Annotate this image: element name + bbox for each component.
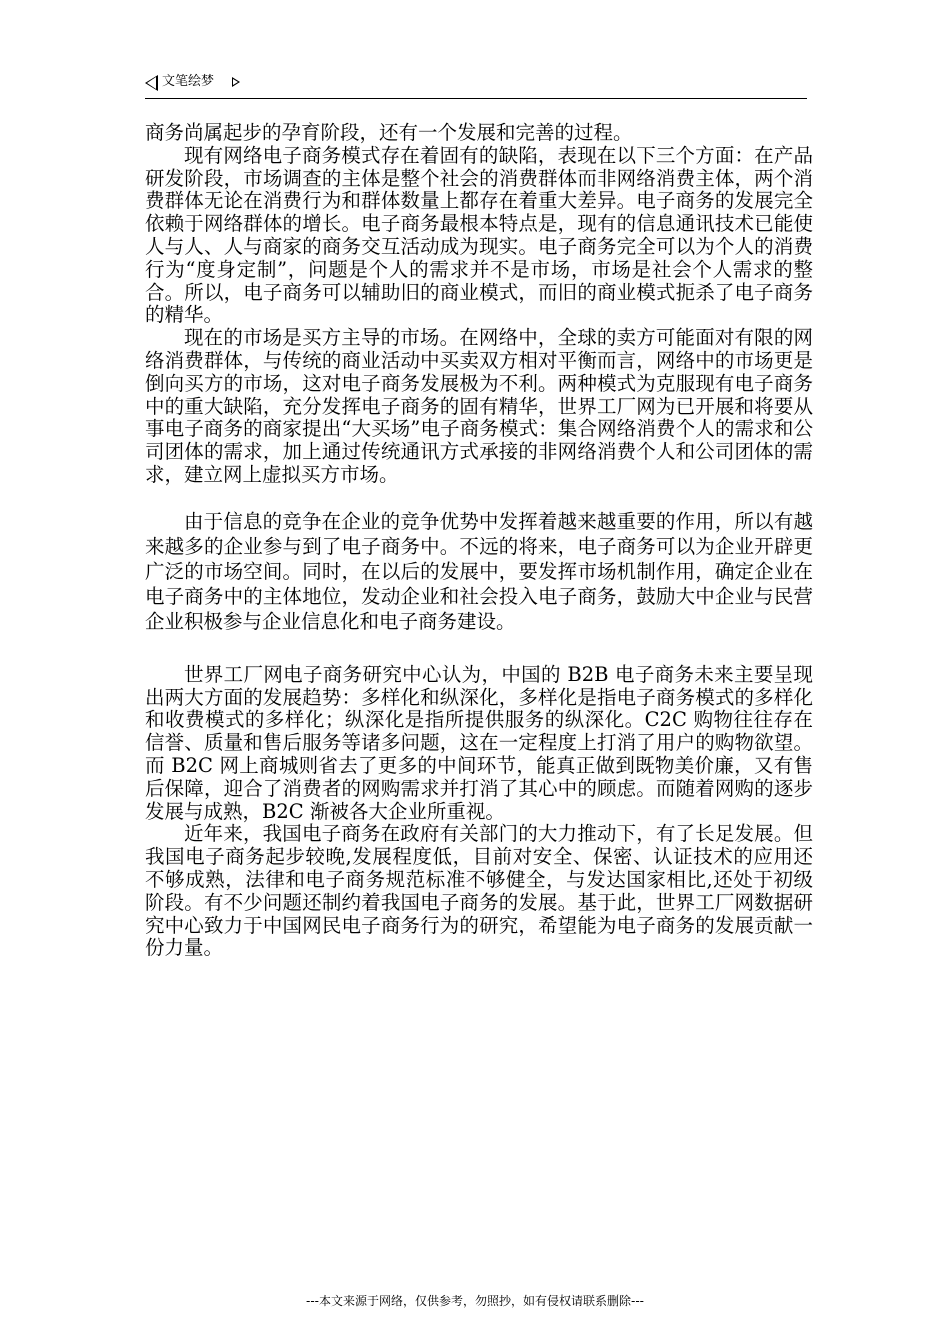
paragraph-2: 现有网络电子商务模式存在着固有的缺陷，表现在以下三个方面：在产品研发阶段，市场调查的主体是整个社会的消费群体而非网络消费主体，两个消费群体无论在消费行为和群体数量上都存在着重大差异。电子商务的发展完全依赖于网络群体的增长。电子商务最根本特点是，现有的信息通讯技术已能使人与人、人与商家的商务交互活动成为现实。电子商务完全可以为个人的消费行为“度身定制”，问题是个人的需求并不是市场，市场是社会个人需求的整合。所以，电子商务可以辅助旧的商业模式，而旧的商业模式扼杀了电子商务的精华。	[145, 143, 813, 327]
triangle-left-icon	[145, 75, 158, 91]
header-title: 文笔绘梦	[162, 74, 215, 89]
paragraph-3: 现在的市场是买方主导的市场。在网络中，全球的卖方可能面对有限的网络消费群体，与传统的商业活动中买卖双方相对平衡而言，网络中的市场更是倒向买方的市场，这对电子商务发展极为不利。两种模式为克服现有电子商务中的重大缺陷，充分发挥电子商务的固有精华，世界工厂网为已开展和将要从事电子商务的商家提出“大买场”电子商务模式：集合网络消费个人的需求和公司团体的需求，加上通过传统通讯方式承接的非网络消费个人和公司团体的需求，建立网上虚拟买方市场。	[145, 326, 813, 486]
triangle-right-icon	[232, 77, 240, 87]
paragraph-4: 由于信息的竞争在企业的竞争优势中发挥着越来越重要的作用，所以有越来越多的企业参与到了电子商务中。不远的将来，电子商务可以为企业开辟更广泛的市场空间。同时，在以后的发展中，要发挥市场机制作用，确定企业在电子商务中的主体地位，发动企业和社会投入电子商务，鼓励大中企业与民营企业积极参与企业信息化和电子商务建设。	[145, 509, 813, 633]
page-footer: ---本文来源于网络，仅供参考，勿照抄，如有侵权请联系删除---	[306, 1294, 644, 1308]
paragraph-6: 近年来，我国电子商务在政府有关部门的大力推动下，有了长足发展。但我国电子商务起步较晚,发展程度低，目前对安全、保密、认证技术的应用还不够成熟，法律和电子商务规范标准不够健全，与发达国家相比,还处于初级阶段。有不少问题还制约着我国电子商务的发展。基于此，世界工厂网数据研究中心致力于中国网民电子商务行为的研究，希望能为电子商务的发展贡献一份力量。	[145, 822, 813, 960]
paragraph-5: 世界工厂网电子商务研究中心认为，中国的 B2B 电子商务未来主要呈现出两大方面的发展趋势：多样化和纵深化，多样化是指电子商务模式的多样化和收费模式的多样化；纵深化是指所提供服务的纵深化。C2C 购物往往存在信誉、质量和售后服务等诸多问题，这在一定程度上打消了用户的购物欲望。而 B2C 网上商城则省去了更多的中间环节，能真正做到既物美价廉，又有售后保障，迎合了消费者的网购需求并打消了其心中的顾虑。而随着网购的逐步发展与成熟，B2C 渐被各大企业所重视。	[145, 662, 813, 823]
page-header	[145, 72, 807, 99]
document-body	[145, 122, 813, 960]
paragraph-1: 商务尚属起步的孕育阶段，还有一个发展和完善的过程。	[145, 121, 633, 144]
